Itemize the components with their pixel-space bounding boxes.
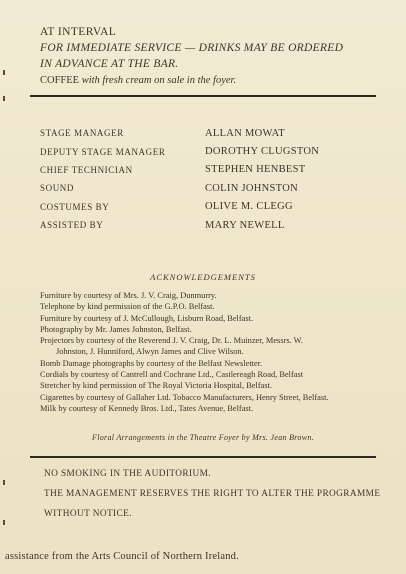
crew-row xyxy=(40,198,380,216)
crew-role: CHIEF TECHNICIAN xyxy=(40,164,133,175)
crew-role: COSTUMES BY xyxy=(40,201,110,212)
drinks-line-1: FOR IMMEDIATE SERVICE — DRINKS MAY BE ORDERED xyxy=(40,42,344,54)
crew-name: DOROTHY CLUGSTON xyxy=(205,146,320,158)
acknowledgement-line: Johnston, J. Hunniford, Alwyn James and Clive Wilson. xyxy=(56,347,244,357)
binding-mark xyxy=(3,70,5,75)
crew-row xyxy=(40,124,380,142)
crew-role: ASSISTED BY xyxy=(40,220,104,231)
acknowledgement-line: Furniture by courtesy of J. McCullough, Lisburn Road, Belfast. xyxy=(40,313,254,323)
crew-role: SOUND xyxy=(40,183,75,194)
divider-rule-bottom xyxy=(30,456,376,458)
crew-name: STEPHEN HENBEST xyxy=(205,164,306,176)
coffee-rest: with fresh cream on sale in the foyer. xyxy=(81,75,237,86)
crew-name: COLIN JOHNSTON xyxy=(205,182,298,194)
acknowledgement-line: Telephone by kind permission of the G.P.O. Belfast. xyxy=(40,302,215,312)
crew-row xyxy=(40,161,380,179)
crew-role: DEPUTY STAGE MANAGER xyxy=(40,146,166,157)
acknowledgement-line: Cordials by courtesy of Cantrell and Cochrane Ltd., Castlereagh Road, Belfast xyxy=(40,370,304,380)
house-notices xyxy=(44,464,384,524)
acknowledgement-line: Bomb Damage photographs by courtesy of the Belfast Newsletter. xyxy=(40,358,263,368)
crew-row xyxy=(40,216,380,234)
coffee-word: COFFEE xyxy=(40,75,80,86)
crew-role: STAGE MANAGER xyxy=(40,128,124,139)
binding-mark xyxy=(3,96,5,101)
crew-name: OLIVE M. CLEGG xyxy=(205,201,293,213)
floral-credit: Floral Arrangements in the Theatre Foyer by Mrs. Jean Brown. xyxy=(92,433,314,442)
notice-line: THE MANAGEMENT RESERVES THE RIGHT TO ALTER THE PROGRAMME xyxy=(44,489,381,499)
notice-line: WITHOUT NOTICE. xyxy=(44,509,132,519)
interval-notice xyxy=(40,24,380,89)
crew-name: ALLAN MOWAT xyxy=(205,127,285,139)
acknowledgement-line: Cigarettes by courtesy of Gallaher Ltd. Tobacco Manufacturers, Henry Street, Belfast. xyxy=(40,392,329,402)
drinks-line-2: IN ADVANCE AT THE BAR. xyxy=(40,58,179,70)
crew-name: MARY NEWELL xyxy=(205,219,285,231)
crew-row xyxy=(40,179,380,197)
acknowledgement-line: Photography by Mr. James Johnston, Belfast. xyxy=(40,324,192,334)
crew-row xyxy=(40,142,380,160)
notice-line: NO SMOKING IN THE AUDITORIUM. xyxy=(44,469,211,479)
coffee-line xyxy=(40,72,380,89)
binding-mark xyxy=(3,480,5,485)
acknowledgement-line: Milk by courtesy of Kennedy Bros. Ltd., Tates Avenue, Belfast. xyxy=(40,403,254,413)
arts-council-footer: assistance from the Arts Council of Northern Ireland. xyxy=(5,551,239,562)
acknowledgement-line: Furniture by courtesy of Mrs. J. V. Craig, Dunmurry. xyxy=(40,291,217,300)
acknowledgement-line: Projectors by courtesy of the Reverend J. V. Craig, Dr. L. Muinzer, Messrs. W. xyxy=(40,336,303,346)
divider-rule-top xyxy=(30,95,376,97)
acknowledgement-line: Stretcher by kind permission of The Royal Victoria Hospital, Belfast. xyxy=(40,381,273,391)
interval-heading: AT INTERVAL xyxy=(40,26,117,38)
binding-mark xyxy=(3,520,5,525)
acknowledgements-title: ACKNOWLEDGEMENTS xyxy=(150,272,256,282)
acknowledgements-list xyxy=(40,290,376,414)
crew-credits xyxy=(40,124,380,234)
